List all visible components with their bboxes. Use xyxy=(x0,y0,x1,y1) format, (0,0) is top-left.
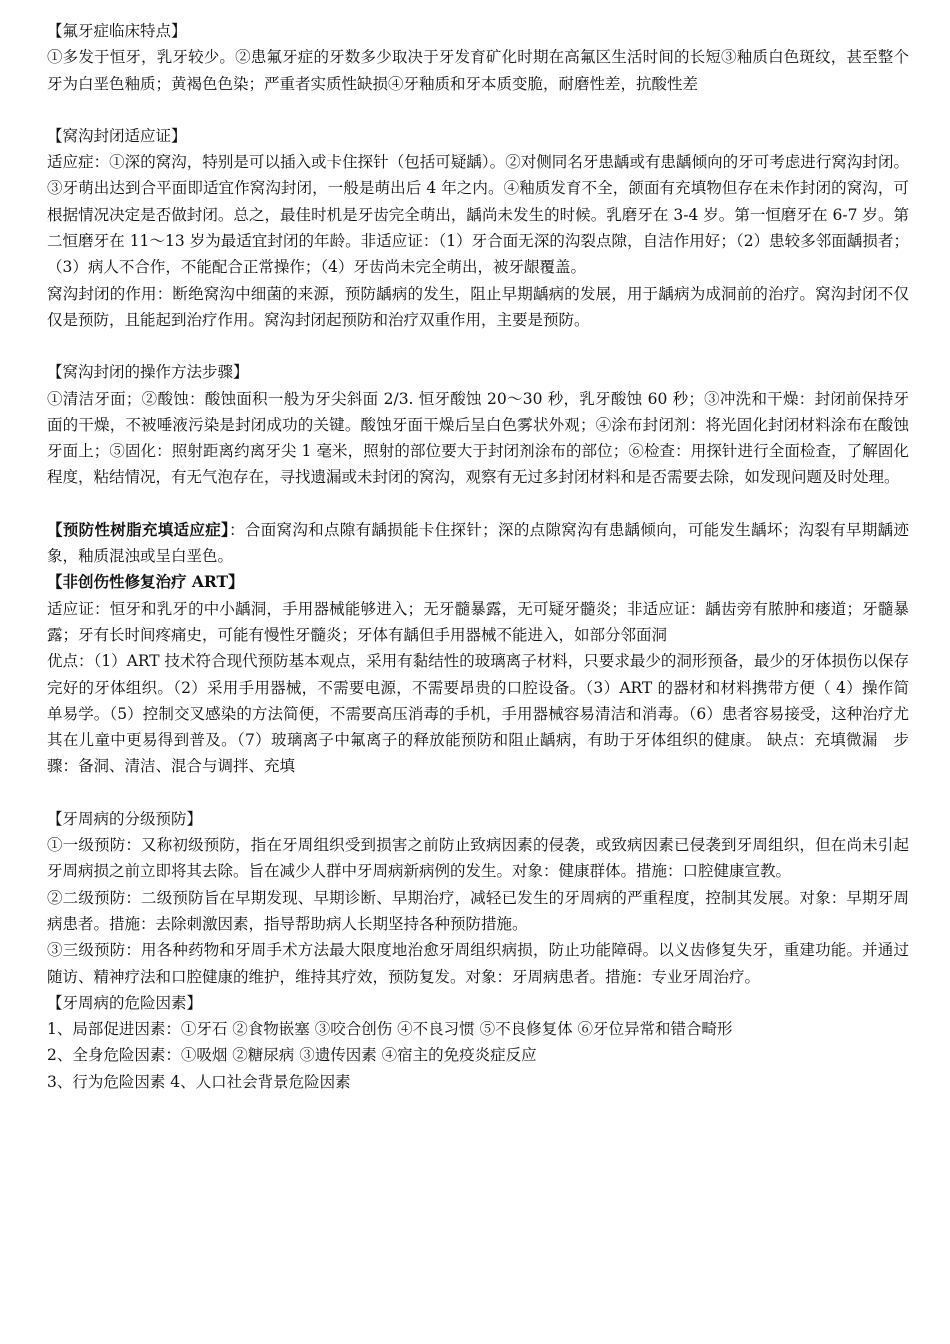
section-heading: 【窝沟封闭的操作方法步骤】 xyxy=(47,363,249,382)
section-fluorosis xyxy=(47,18,909,97)
section-heading: 【非创伤性修复治疗 ART】 xyxy=(47,572,244,592)
section-heading: 【牙周病的危险因素】 xyxy=(47,993,203,1012)
list-item: 2、全身危险因素：①吸烟 ②糖尿病 ③遗传因素 ④宿主的免疫炎症反应 xyxy=(47,1046,537,1065)
section-body: 适应证：恒牙和乳牙的中小龋洞，手用器械能够进入；无牙髓暴露，无可疑牙髓炎；非适应证：龋齿旁有脓肿和瘘道；牙髓暴露；牙有长时间疼痛史，可能有慢性牙髓炎；牙体有龋但手用器械不能进入，如部分邻面洞 xyxy=(47,599,909,644)
list-item: ①一级预防：又称初级预防，指在牙周组织受到损害之前防止致病因素的侵袭，或致病因素已侵袭到牙周组织，但在尚未引起牙周病损之前立即将其去除。旨在减少人群中牙周病新病例的发生。对象：健康群体。措施：口腔健康宣教。 xyxy=(47,836,909,881)
list-item: 3、行为危险因素 4、人口社会背景危险因素 xyxy=(47,1072,351,1091)
section-heading: 【预防性树脂充填适应症】 xyxy=(47,519,230,539)
section-body: ：合面窝沟和点隙有龋损能卡住探针；深的点隙窝沟有患龋倾向，可能发生龋坏；沟裂有早期龋迹象，釉质混浊或呈白垩色。 xyxy=(47,520,909,566)
section-perio-prevention xyxy=(47,806,909,990)
section-art xyxy=(47,569,909,779)
section-heading: 【牙周病的分级预防】 xyxy=(47,809,203,828)
section-resin-fill xyxy=(47,517,909,570)
section-paragraph xyxy=(47,517,909,570)
document-page xyxy=(47,18,909,1095)
section-sealant-indications xyxy=(47,123,909,333)
list-item: ③三级预防：用各种药物和牙周手术方法最大限度地治愈牙周组织病损，防止功能障碍。以义齿修复失牙，重建功能。并通过随访、精神疗法和口腔健康的维护，维持其疗效，预防复发。对象：牙周病患者。措施：专业牙周治疗。 xyxy=(47,941,909,986)
section-body: 适应症：①深的窝沟，特别是可以插入或卡住探针（包括可疑龋）。②对侧同名牙患龋或有患龋倾向的牙可考虑进行窝沟封闭。③牙萌出达到合平面即适宜作窝沟封闭，一般是萌出后 4 年之内。④釉质发育不全，颌面有充填物但存在未作封闭的窝沟，可根据情况决定是否做封闭。总之，最佳时机是牙齿完全萌出，龋尚未发生的时候。乳磨牙在 3-4 岁。第一恒磨牙在 6-7 岁。第二恒磨牙在 11～13 岁为最适宜封闭的年龄。非适应证：（1）牙合面无深的沟裂点隙，自洁作用好；（2）患较多邻面龋损者；（3）病人不合作，不能配合正常操作；（4）牙齿尚未完全萌出，被牙龈覆盖。 xyxy=(47,153,909,277)
section-sealant-steps xyxy=(47,359,909,490)
section-heading: 【窝沟封闭适应证】 xyxy=(47,126,187,145)
section-body: ①清洁牙面；②酸蚀：酸蚀面积一般为牙尖斜面 2/3. 恒牙酸蚀 20～30 秒，乳牙酸蚀 60 秒；③冲洗和干燥：封闭前保持牙面的干燥，不被唾液污染是封闭成功的关键。酸蚀牙面干燥后呈白色雾状外观；④涂布封闭剂：将光固化封闭材料涂布在酸蚀牙面上；⑤固化：照射距离约离牙尖 1 毫米，照射的部位要大于封闭剂涂布的部位；⑥检查：用探针进行全面检查，了解固化程度，粘结情况，有无气泡存在，寻找遗漏或未封闭的窝沟，观察有无过多封闭材料和是否需要去除，如发现问题及时处理。 xyxy=(47,389,909,487)
section-body: 窝沟封闭的作用：断绝窝沟中细菌的来源，预防龋病的发生，阻止早期龋病的发展，用于龋病为成洞前的治疗。窝沟封闭不仅仅是预防，且能起到治疗作用。窝沟封闭起预防和治疗双重作用，主要是预防。 xyxy=(47,284,909,329)
section-body: 优点：（1）ART 技术符合现代预防基本观点，采用有黏结性的玻璃离子材料，只要求最少的洞形预备，最少的牙体损伤以保存完好的牙体组织。（2）采用手用器械，不需要电源，不需要昂贵的口腔设备。（3）ART 的器材和材料携带方便（ 4）操作简单易学。（5）控制交叉感染的方法简便，不需要高压消毒的手机，手用器械容易清洁和消毒。（6）患者容易接受，这种治疗尤其在儿童中更易得到普及。（7）玻璃离子中氟离子的释放能预防和阻止龋病，有助于牙体组织的健康。 缺点：充填微漏 步骤：备洞、清洁、混合与调拌、充填 xyxy=(47,652,909,776)
list-item: 1、局部促进因素：①牙石 ②食物嵌塞 ③咬合创伤 ④不良习惯 ⑤不良修复体 ⑥牙位异常和错合畸形 xyxy=(47,1020,733,1039)
section-heading: 【氟牙症临床特点】 xyxy=(47,22,187,40)
section-perio-risk xyxy=(47,990,909,1095)
list-item: ②二级预防：二级预防旨在早期发现、早期诊断、早期治疗，减轻已发生的牙周病的严重程度，控制其发展。对象：早期牙周病患者。措施：去除刺激因素，指导帮助病人长期坚持各种预防措施。 xyxy=(47,888,909,933)
section-body: ①多发于恒牙，乳牙较少。②患氟牙症的牙数多少取决于牙发育矿化时期在高氟区生活时间的长短③釉质白色斑纹，甚至整个牙为白垩色釉质；黄褐色色染；严重者实质性缺损④牙釉质和牙本质变脆，耐磨性差，抗酸性差 xyxy=(47,48,909,93)
